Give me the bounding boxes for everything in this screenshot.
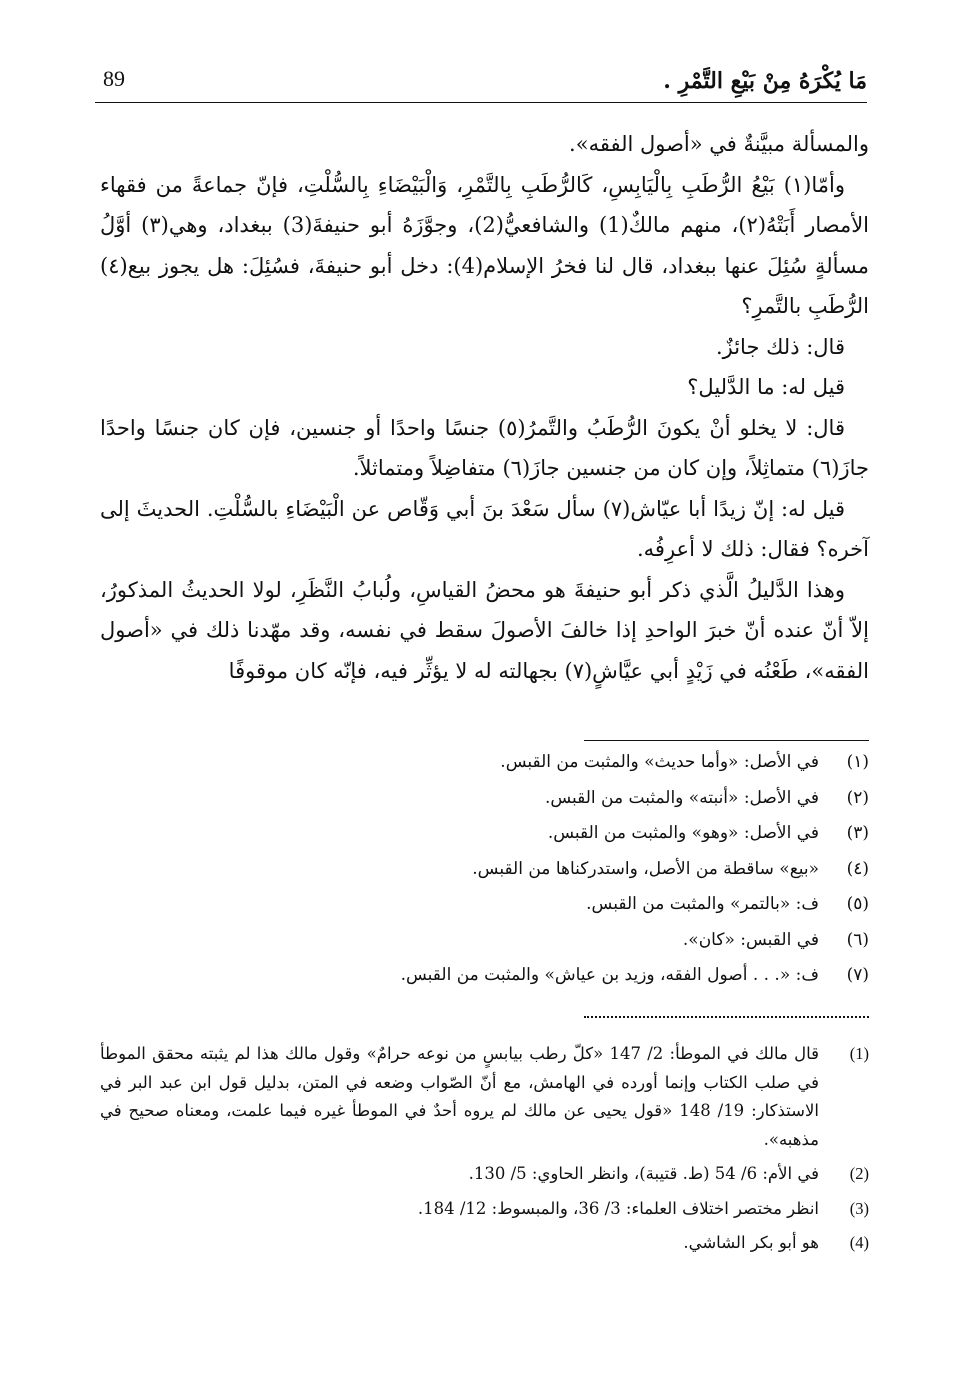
footnote-text: «بيع» ساقطة من الأصل، واستدركناها من القبس. xyxy=(472,858,819,879)
footnote xyxy=(100,965,869,1001)
paragraph-1: والمسألة مبيَّنةٌ في «أصول الفقه». xyxy=(569,132,869,156)
footnote-text: في الأصل: «أنبته» والمثبت من القبس. xyxy=(544,787,819,808)
note-text: قال مالك في الموطأ: 2/ 147 «كلّ رطب بيابسٍ من نوعه حرامٌ» وقول مالك هذا لم يثبته محقق الموطأ في صلب الكتاب وإنما أورده في الهامش، مع أنّ الصّواب وضعه في المتن، بدليل قول ابن عبد البر في الاستذكار: 19/ 148 «قول يحيى عن مالك لم يروه أحدٌ في الموطأ غيره فيما علمت، ومعناه صحيح في مذهبه». xyxy=(100,1044,819,1149)
editor-notes xyxy=(100,1040,869,1264)
page-number: 89 xyxy=(103,66,125,91)
footnote-text: ف: «بالتمر» والمثبت من القبس. xyxy=(586,894,819,914)
footnote xyxy=(100,894,869,930)
editor-note xyxy=(100,1040,869,1154)
note-number: (1) xyxy=(849,1044,869,1063)
paragraph-6: قيل له: إنّ زيدًا أبا عيّاش(٧) سأل سَعْدَ بنَ أبي وَقّاص عن الْبَيْضَاءِ بالسُّلْتِ. الحديثَ إلى آخره؟ فقال: ذلك لا أعرِفُه. xyxy=(100,496,869,561)
note-text: انظر مختصر اختلاف العلماء: 3/ 36، والمبسوط: 12/ 184. xyxy=(417,1198,819,1218)
running-title: مَا يُكْرَهُ مِنْ بَيْعِ التَّمْرِ . xyxy=(663,68,867,94)
footnote-number: (٧) xyxy=(846,965,869,985)
note-text: في الأم: 6/ 54 (ط. قتيبة)، وانظر الحاوي: 5/ 130. xyxy=(468,1164,819,1183)
paragraph-5: قال: لا يخلو أنْ يكونَ الرُّطَبُ والتَّمرُ(٥) جنسًا واحدًا أو جنسين، فإن كان جنسًا واحدًا جازَ(٦) متماثِلاً، وإن كان من جنسين جازَ(٦) متفاضِلاً ومتماثلاً. xyxy=(100,415,869,480)
note-number: (3) xyxy=(849,1198,869,1218)
paragraph-7: وهذا الدَّليلُ الَّذي ذكر أبو حنيفةَ هو محضُ القياسِ، ولُبابُ النَّظَرِ، لولا الحديثُ المذكورُ، إلاّ أنّ عنده أنّ خبرَ الواحدِ إذا خالفَ الأصولَ سقط في نفسه، وقد مهّدنا ذلك في «أصول الفقه»، طَعْنُه في زَيْدٍ أبي عيَّاشٍ(٧) بجهالته له لا يؤثِّر فيه، فإنّه كان موقوفًا xyxy=(100,577,869,683)
header-rule xyxy=(95,102,867,103)
paragraph-4: قيل له: ما الدَّليل؟ xyxy=(687,375,845,399)
main-text xyxy=(100,124,869,691)
footnote xyxy=(100,930,869,966)
footnote-number: (٦) xyxy=(846,929,869,950)
footnote-number: (٥) xyxy=(846,894,869,914)
note-text: هو أبو بكر الشاشي. xyxy=(683,1233,819,1252)
footnote xyxy=(100,823,869,859)
footnote-text: ف: «. . . أصول الفقه، وزيد بن عياش» والمثبت من القبس. xyxy=(400,965,819,985)
footnotes xyxy=(100,752,869,1001)
footnote-text: في القبس: «كان». xyxy=(682,929,819,950)
note-number: (2) xyxy=(849,1164,869,1183)
footnote xyxy=(100,859,869,895)
paragraph-3: قال: ذلك جائزٌ. xyxy=(715,334,845,359)
footnote-number: (٤) xyxy=(846,858,869,879)
note-number: (4) xyxy=(849,1233,869,1252)
page-header xyxy=(95,60,867,100)
paragraph-2: وأمّا(١) بَيْعُ الرُّطَبِ بِالْيَابِسِ، كَالرُّطَبِ بِالتَّمْرِ، وَالْبَيْضَاءِ بِالسُّلْتِ، فإنّ جماعةً من فقهاء الأمصار أَبَتْهُ(٢)، منهم مالكٌ(1) والشافعيُّ(2)، وجوَّزَهُ أبو حنيفةَ(3) ببغداد، وهي(٣) أوَّلُ مسألةٍ سُئِلَ عنها ببغداد، قال لنا فخرُ الإسلام(4): دخل أبو حنيفةَ، فسُئِلَ: هل يجوز بيع(٤) الرُّطَبِ بالتَّمرِ؟ xyxy=(100,172,870,318)
footnote-number: (١) xyxy=(846,752,869,772)
footnote-text: في الأصل: «وهو» والمثبت من القبس. xyxy=(547,823,819,843)
editor-note xyxy=(100,1160,869,1189)
footnote xyxy=(100,788,869,824)
footnote-number: (٣) xyxy=(846,823,869,843)
footnote-number: (٢) xyxy=(846,787,869,808)
editor-note xyxy=(100,1229,869,1258)
footnote-text: في الأصل: «وأما حديث» والمثبت من القبس. xyxy=(500,752,819,772)
editor-note xyxy=(100,1195,869,1224)
footnote-separator xyxy=(584,740,869,741)
notes-separator xyxy=(584,1016,869,1018)
footnote xyxy=(100,752,869,788)
